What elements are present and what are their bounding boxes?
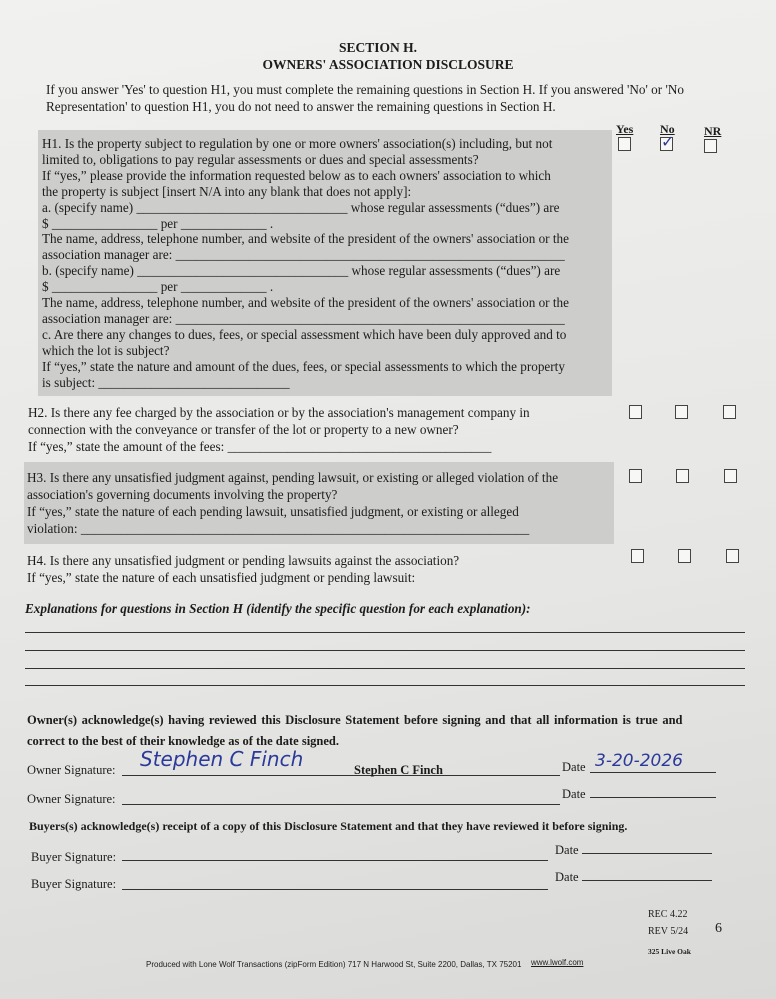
h1-line: association manager are: ___________________________________________________________ bbox=[42, 247, 565, 263]
buyer2-signature-line[interactable] bbox=[122, 889, 548, 890]
intro-line: Representation' to question H1, you do not need to answer the remaining questions in Section H. bbox=[46, 99, 556, 114]
h4-line: If “yes,” state the nature of each unsatisfied judgment or pending lawsuit: bbox=[27, 570, 416, 585]
h1-line: If “yes,” state the nature and amount of the dues, fees, or special assessments to which the property bbox=[42, 358, 565, 374]
h1-yes-checkbox[interactable] bbox=[618, 137, 631, 151]
column-no: No bbox=[660, 122, 675, 136]
checkmark-icon: ✓ bbox=[661, 132, 675, 151]
owner2-date-label: Date bbox=[562, 787, 586, 801]
buyer1-date-line[interactable] bbox=[582, 853, 712, 854]
rev-code: REV 5/24 bbox=[648, 926, 689, 937]
buyer2-date-line[interactable] bbox=[582, 880, 712, 881]
h1-line: limited to, obligations to pay regular assessments or dues and special assessments? bbox=[42, 151, 479, 167]
h4-nr-checkbox[interactable] bbox=[726, 549, 739, 563]
owner1-signature: Stephen C Finch bbox=[140, 747, 304, 771]
h1-line: is subject: _____________________________ bbox=[42, 374, 290, 390]
h1-line: b. (specify name) ________________________________ whose regular assessments (“dues”) are bbox=[42, 263, 561, 279]
buyer2-label: Buyer Signature: bbox=[31, 877, 117, 891]
owner-acknowledgement: Owner(s) acknowledge(s) having reviewed this Disclosure Statement before signing and that all information is true and bbox=[27, 713, 683, 727]
h1-line: The name, address, telephone number, and website of the president of the owners' association or the bbox=[42, 231, 569, 247]
owner1-signature-line[interactable] bbox=[122, 775, 560, 776]
h1-line: association manager are: ___________________________________________________________ bbox=[42, 310, 565, 326]
intro-line: If you answer 'Yes' to question H1, you must complete the remaining questions in Section H. If you answered 'No' or 'No bbox=[46, 82, 684, 97]
h3-yes-checkbox[interactable] bbox=[629, 469, 642, 483]
h2-line: connection with the conveyance or transfer of the lot or property to a new owner? bbox=[28, 422, 459, 437]
section-heading: OWNERS' ASSOCIATION DISCLOSURE bbox=[262, 57, 514, 72]
owner1-date-line[interactable] bbox=[590, 772, 716, 773]
produced-with: Produced with Lone Wolf Transactions (zipForm Edition) 717 N Harwood St, Suite 2200, Dallas, TX 75201 bbox=[146, 960, 522, 969]
property-address: 325 Live Oak bbox=[648, 947, 691, 956]
owner1-label: Owner Signature: bbox=[27, 763, 116, 777]
lwolf-link[interactable]: www.lwolf.com bbox=[531, 958, 584, 967]
h3-line: H3. Is there any unsatisfied judgment against, pending lawsuit, or existing or alleged violation of the bbox=[27, 470, 559, 485]
h3-line: If “yes,” state the nature of each pending lawsuit, unsatisfied judgment, or existing or alleged bbox=[27, 504, 519, 519]
section-title: SECTION H. bbox=[338, 40, 418, 55]
owner-acknowledgement: correct to the best of their knowledge as of the date signed. bbox=[27, 734, 339, 748]
h1-line: If “yes,” please provide the information requested below as to each owners' association to which bbox=[42, 167, 551, 183]
h3-line: association's governing documents involving the property? bbox=[27, 487, 338, 502]
buyer1-date-label: Date bbox=[555, 843, 579, 857]
h3-nr-checkbox[interactable] bbox=[724, 469, 737, 483]
owner1-date: 3-20-2026 bbox=[595, 751, 683, 771]
explanation-line[interactable] bbox=[25, 668, 745, 669]
h2-no-checkbox[interactable] bbox=[675, 405, 688, 419]
h1-line: c. Are there any changes to dues, fees, or special assessment which have been duly approved and to bbox=[42, 326, 567, 342]
column-yes: Yes bbox=[616, 122, 634, 136]
owner2-signature-line[interactable] bbox=[122, 804, 560, 805]
explanations-label: Explanations for questions in Section H (identify the specific question for each explanation): bbox=[25, 601, 531, 616]
h2-yes-checkbox[interactable] bbox=[629, 405, 642, 419]
buyer2-date-label: Date bbox=[555, 870, 579, 884]
owner2-label: Owner Signature: bbox=[27, 792, 116, 806]
page-number: 6 bbox=[715, 921, 722, 936]
h1-line: a. (specify name) ________________________________ whose regular assessments (“dues”) are bbox=[42, 199, 560, 215]
h2-line: H2. Is there any fee charged by the association or by the association's management company in bbox=[28, 405, 530, 420]
buyer1-signature-line[interactable] bbox=[122, 860, 548, 861]
h1-line: H1. Is the property subject to regulation by one or more owners' association(s) including, but not bbox=[42, 136, 553, 151]
owner1-printed-name: Stephen C Finch bbox=[354, 763, 443, 777]
h1-nr-checkbox[interactable] bbox=[704, 139, 717, 153]
h3-line: violation: ____________________________________________________________________ bbox=[27, 521, 530, 536]
h2-nr-checkbox[interactable] bbox=[723, 405, 736, 419]
buyer1-label: Buyer Signature: bbox=[31, 850, 117, 864]
h1-no-checkbox[interactable] bbox=[660, 132, 675, 151]
h3-no-checkbox[interactable] bbox=[676, 469, 689, 483]
buyer-acknowledgement: Buyers(s) acknowledge(s) receipt of a copy of this Disclosure Statement and that they have reviewed it before signing. bbox=[29, 819, 628, 833]
h4-yes-checkbox[interactable] bbox=[631, 549, 644, 563]
h1-line: $ ________________ per _____________ . bbox=[42, 215, 274, 231]
h2-line: If “yes,” state the amount of the fees: ________________________________________ bbox=[28, 439, 492, 454]
h1-line: the property is subject [insert N/A into any blank that does not apply]: bbox=[42, 183, 412, 199]
owner1-date-label: Date bbox=[562, 760, 586, 774]
h1-line: which the lot is subject? bbox=[42, 342, 170, 358]
h4-line: H4. Is there any unsatisfied judgment or pending lawsuits against the association? bbox=[27, 553, 460, 568]
explanation-line[interactable] bbox=[25, 650, 745, 651]
owner2-date-line[interactable] bbox=[590, 797, 716, 798]
h4-no-checkbox[interactable] bbox=[678, 549, 691, 563]
h1-line: $ ________________ per _____________ . bbox=[42, 279, 274, 295]
rec-code: REC 4.22 bbox=[648, 909, 688, 920]
h1-line: The name, address, telephone number, and website of the president of the owners' association or the bbox=[42, 295, 569, 310]
column-nr: NR bbox=[704, 124, 722, 138]
explanation-line[interactable] bbox=[25, 685, 745, 686]
explanation-line[interactable] bbox=[25, 632, 745, 633]
